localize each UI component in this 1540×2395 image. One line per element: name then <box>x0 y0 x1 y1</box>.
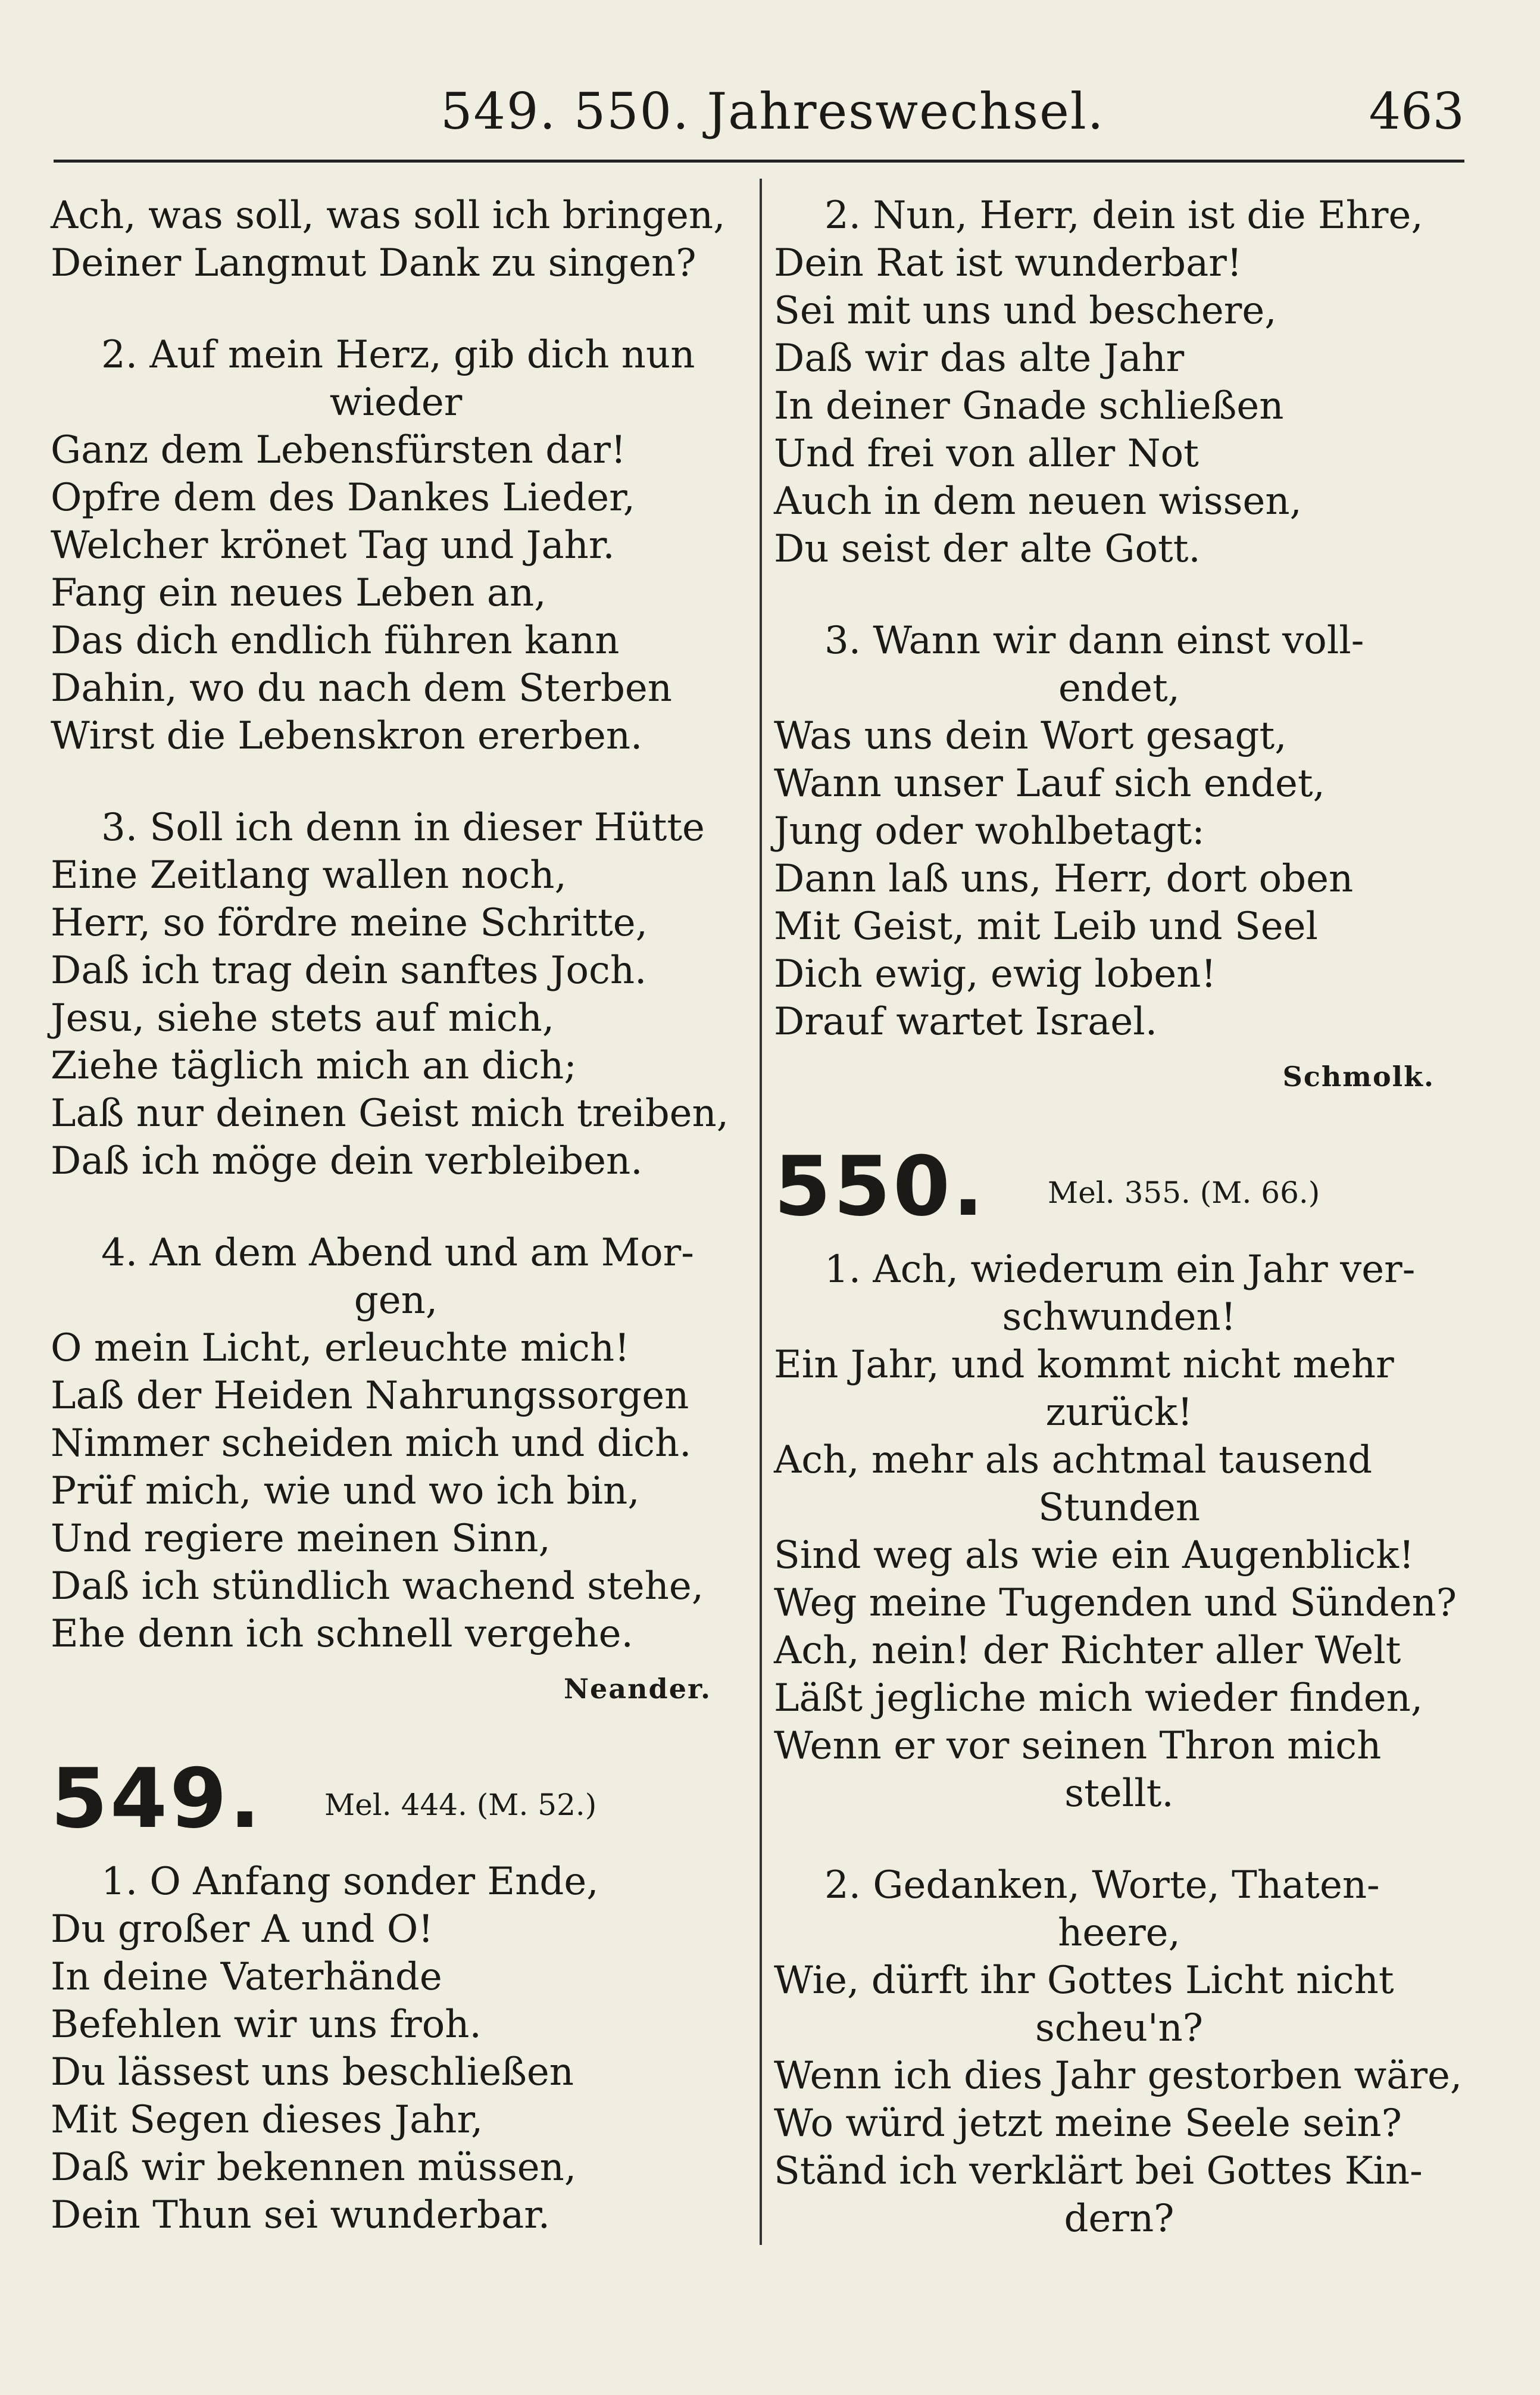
verse-line: Fang ein neues Leben an, <box>51 571 546 615</box>
verse-line: Mit Segen dieses Jahr, <box>51 2098 483 2142</box>
author-attribution: Schmolk. <box>1282 1061 1435 1093</box>
verse-line: Dann laß uns, Herr, dort oben <box>774 857 1354 901</box>
page-header <box>54 71 1464 149</box>
verse-line: Welcher krönet Tag und Jahr. <box>51 523 615 567</box>
verse-line: wieder <box>329 381 463 425</box>
verse-line: Mit Geist, mit Leib und Seel <box>774 905 1318 949</box>
hymn-number: 549. <box>51 1751 263 1847</box>
verse-line: Prüf mich, wie und wo ich bin, <box>51 1469 640 1513</box>
verse-line: zurück! <box>1045 1390 1193 1434</box>
verse-line: 2. Auf mein Herz, gib dich nun <box>101 333 695 377</box>
verse-line: Daß ich möge dein verbleiben. <box>51 1139 643 1183</box>
column-divider <box>760 179 762 2245</box>
verse-line: schwunden! <box>1002 1295 1236 1339</box>
verse-line: Wirst die Lebenskron ererben. <box>51 714 643 758</box>
verse-line: Herr, so fördre meine Schritte, <box>51 901 648 945</box>
verse-line: Ein Jahr, und kommt nicht mehr <box>774 1343 1394 1387</box>
verse-line: Ach, was soll, was soll ich bringen, <box>51 194 726 238</box>
melody-reference: Mel. 355. (M. 66.) <box>1048 1175 1320 1210</box>
verse-line: Sei mit uns und beschere, <box>774 289 1277 333</box>
verse-line: Wenn ich dies Jahr gestorben wäre, <box>774 2054 1463 2098</box>
stanza <box>51 804 741 1185</box>
verse-line: 3. Wann wir dann einst voll- <box>824 619 1364 663</box>
verse-line: Und frei von aller Not <box>774 432 1199 476</box>
verse-line: Du lässest uns beschließen <box>51 2050 574 2094</box>
verse-line: Ach, mehr als achtmal tausend <box>774 1438 1373 1482</box>
verse-line: 3. Soll ich denn in dieser Hütte <box>101 806 705 850</box>
verse-line: Wann unser Lauf sich endet, <box>774 762 1325 806</box>
stanza <box>51 1229 741 1658</box>
stanza <box>774 617 1464 1046</box>
verse-line: Du großer A und O! <box>51 1907 434 1951</box>
verse-line: Sind weg als wie ein Augenblick! <box>774 1533 1414 1577</box>
verse-line: Drauf wartet Israel. <box>774 1000 1158 1044</box>
verse-line: Wie, dürft ihr Gottes Licht nicht <box>774 1959 1394 2003</box>
stanza <box>51 192 741 287</box>
right-column <box>774 192 1464 2287</box>
stanza <box>774 1861 1464 2243</box>
verse-line: Laß der Heiden Nahrungssorgen <box>51 1374 689 1418</box>
verse-line: 1. O Anfang sonder Ende, <box>101 1860 599 1904</box>
melody-reference: Mel. 444. (M. 52.) <box>324 1788 597 1822</box>
stanza <box>51 331 741 760</box>
verse-line: Daß wir bekennen müssen, <box>51 2145 577 2190</box>
verse-line: Ehe denn ich schnell vergehe. <box>51 1612 633 1656</box>
verse-line: Daß ich stündlich wachend stehe, <box>51 1564 704 1608</box>
verse-line: 2. Nun, Herr, dein ist die Ehre, <box>824 194 1423 238</box>
verse-line: Dein Rat ist wunderbar! <box>774 241 1242 285</box>
verse-line: Ständ ich verklärt bei Gottes Kin- <box>774 2149 1423 2193</box>
verse-line: Laß nur deinen Geist mich treiben, <box>51 1092 729 1136</box>
verse-line: gen, <box>354 1278 438 1323</box>
verse-line: Daß wir das alte Jahr <box>774 336 1185 381</box>
header-rule <box>54 160 1464 163</box>
stanza <box>51 1858 741 2239</box>
page-number: 463 <box>1369 82 1464 141</box>
verse-line: Wo würd jetzt meine Seele sein? <box>774 2101 1402 2145</box>
verse-line: Ach, nein! der Richter aller Welt <box>774 1629 1401 1673</box>
verse-line: Ziehe täglich mich an dich; <box>51 1044 577 1088</box>
verse-line: Dahin, wo du nach dem Sterben <box>51 666 672 710</box>
verse-line: Und regiere meinen Sinn, <box>51 1517 551 1561</box>
left-column <box>51 192 741 2283</box>
verse-line: Dein Thun sei wunderbar. <box>51 2193 551 2237</box>
verse-line: Nimmer scheiden mich und dich. <box>51 1421 692 1465</box>
verse-line: 1. Ach, wiederum ein Jahr ver- <box>824 1248 1416 1292</box>
stanza <box>774 1246 1464 1817</box>
verse-line: endet, <box>1058 666 1180 710</box>
verse-line: Jesu, siehe stets auf mich, <box>51 996 555 1040</box>
author-attribution: Neander. <box>563 1673 711 1705</box>
verse-line: scheu'n? <box>1035 2006 1204 2050</box>
verse-line: Weg meine Tugenden und Sünden? <box>774 1581 1457 1625</box>
verse-line: Was uns dein Wort gesagt, <box>774 714 1287 758</box>
verse-line: In deiner Gnade schließen <box>774 384 1284 428</box>
verse-line: dern? <box>1064 2197 1174 2241</box>
verse-line: Das dich endlich führen kann <box>51 619 620 663</box>
verse-line: Eine Zeitlang wallen noch, <box>51 853 567 897</box>
hymn-number: 550. <box>774 1139 986 1234</box>
verse-line: heere, <box>1058 1911 1180 1955</box>
verse-line: Befehlen wir uns froh. <box>51 2003 482 2047</box>
verse-line: Auch in dem neuen wissen, <box>774 479 1302 523</box>
verse-line: O mein Licht, erleuchte mich! <box>51 1326 630 1370</box>
verse-line: 4. An dem Abend und am Mor- <box>101 1231 694 1275</box>
verse-line: stellt. <box>1064 1772 1174 1816</box>
verse-line: Opfre dem des Dankes Lieder, <box>51 476 635 520</box>
verse-line: Jung oder wohlbetagt: <box>774 809 1205 853</box>
verse-line: Dich ewig, ewig loben! <box>774 952 1217 996</box>
verse-line: Läßt jegliche mich wieder finden, <box>774 1676 1423 1720</box>
hymn-heading <box>774 1136 1464 1237</box>
verse-line: Stunden <box>1038 1486 1201 1530</box>
verse-line: Du seist der alte Gott. <box>774 527 1201 571</box>
verse-line: Daß ich trag dein sanftes Joch. <box>51 949 647 993</box>
hymn-heading <box>51 1748 741 1850</box>
verse-line: Ganz dem Lebensfürsten dar! <box>51 428 626 472</box>
running-title: 549. 550. Jahreswechsel. <box>441 82 1105 141</box>
verse-line: 2. Gedanken, Worte, Thaten- <box>824 1863 1380 1907</box>
verse-line: Wenn er vor seinen Thron mich <box>774 1724 1382 1768</box>
stanza <box>774 192 1464 573</box>
verse-line: In deine Vaterhände <box>51 1955 442 1999</box>
verse-line: Deiner Langmut Dank zu singen? <box>51 241 696 285</box>
